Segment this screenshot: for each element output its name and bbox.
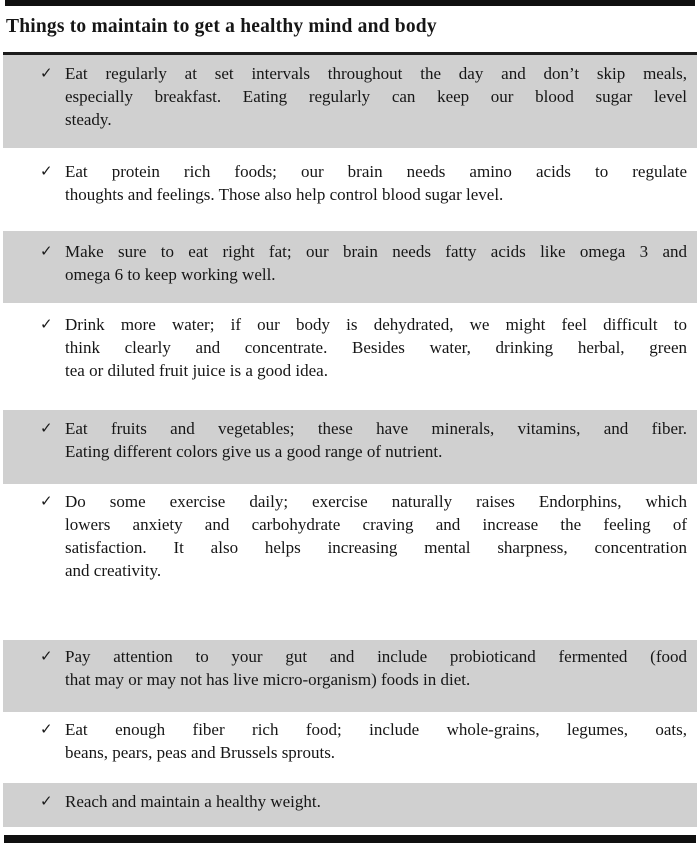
bottom-border-rule [4, 835, 696, 843]
list-item [3, 712, 697, 783]
list-item-text: Do some exercise daily; exercise naturally raises Endorphins, which lowers anxiety and carbohydrate craving and increase the feeling of satisfaction. It also helps increasing mental sharpness, concentration and creativity. [65, 492, 687, 580]
list-item-text: Reach and maintain a healthy weight. [65, 792, 321, 811]
checkmark-icon: ✓ [40, 242, 53, 260]
checkmark-icon: ✓ [40, 792, 53, 810]
title-band [0, 6, 700, 52]
list-item [3, 410, 697, 484]
list-item-text: Eat regularly at set intervals throughout the day and don’t skip meals, especially breakfast. Eating regularly can keep our blood sugar level steady. [65, 64, 687, 129]
list-item-text: Eat enough fiber rich food; include whole-grains, legumes, oats, beans, pears, peas and Brussels sprouts. [65, 720, 687, 762]
checklist [3, 55, 697, 827]
page-title: Things to maintain to get a healthy mind and body [6, 16, 437, 37]
list-item [3, 148, 697, 231]
list-item [3, 303, 697, 410]
checkmark-icon: ✓ [40, 720, 53, 738]
checkmark-icon: ✓ [40, 419, 53, 437]
list-item [3, 783, 697, 827]
list-item-text: Eat protein rich foods; our brain needs amino acids to regulate thoughts and feelings. Those also help control blood sugar level. [65, 162, 687, 204]
checkmark-icon: ✓ [40, 162, 53, 180]
bottom-margin [0, 827, 700, 835]
list-item [3, 640, 697, 712]
list-item [3, 231, 697, 303]
list-item-text: Pay attention to your gut and include probioticand fermented (food that may or may not has live micro-organism) foods in diet. [65, 647, 687, 689]
list-item [3, 55, 697, 148]
checkmark-icon: ✓ [40, 647, 53, 665]
list-item-text: Drink more water; if our body is dehydrated, we might feel difficult to think clearly and concentrate. Besides water, drinking herbal, green tea or diluted fruit juice is a good idea. [65, 315, 687, 380]
list-item [3, 484, 697, 640]
list-item-text: Eat fruits and vegetables; these have minerals, vitamins, and fiber. Eating different colors give us a good range of nutrient. [65, 419, 687, 461]
checkmark-icon: ✓ [40, 64, 53, 82]
checkmark-icon: ✓ [40, 492, 53, 510]
checkmark-icon: ✓ [40, 315, 53, 333]
list-item-text: Make sure to eat right fat; our brain needs fatty acids like omega 3 and omega 6 to keep working well. [65, 242, 687, 284]
